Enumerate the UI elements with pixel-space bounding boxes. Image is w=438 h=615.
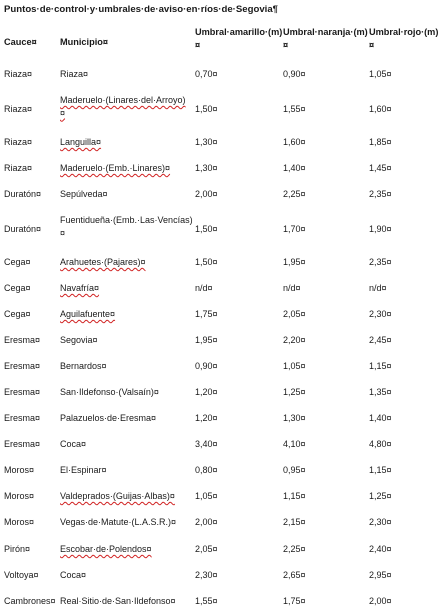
cauce-cell: Riaza¤ bbox=[4, 137, 33, 147]
umbral-rojo-cell: 1,15¤ bbox=[369, 361, 392, 371]
document-title: Puntos·de·control·y·umbrales·de·aviso·en·ríos·de·Segovia¶ bbox=[4, 4, 278, 15]
cauce-cell: Cega¤ bbox=[4, 309, 31, 319]
umbral-amarillo-cell: 1,50¤ bbox=[195, 224, 218, 234]
header-umbral-rojo: Umbral·rojo·(m)¤ bbox=[369, 27, 438, 50]
umbral-rojo-cell: 4,80¤ bbox=[369, 439, 392, 449]
umbral-rojo-cell: 1,05¤ bbox=[369, 69, 392, 79]
umbral-rojo-cell: n/d¤ bbox=[369, 283, 387, 293]
umbral-amarillo-cell: 1,50¤ bbox=[195, 257, 218, 267]
municipio-cell: Riaza¤ bbox=[60, 69, 89, 79]
municipio-cell: Languilla¤ bbox=[60, 137, 102, 147]
municipio-cell: Valdeprados·(Guijas·Albas)¤ bbox=[60, 491, 175, 501]
umbral-amarillo-cell: 2,05¤ bbox=[195, 544, 218, 554]
umbral-amarillo-cell: 1,75¤ bbox=[195, 309, 218, 319]
municipio-cell: Palazuelos·de·Eresma¤ bbox=[60, 413, 157, 423]
umbral-amarillo-cell: 1,55¤ bbox=[195, 596, 218, 606]
umbral-amarillo-cell: 2,30¤ bbox=[195, 570, 218, 580]
municipio-cell: Coca¤ bbox=[60, 439, 87, 449]
umbral-naranja-cell: 1,60¤ bbox=[283, 137, 306, 147]
municipio-cell: El·Espinar¤ bbox=[60, 465, 107, 475]
umbral-rojo-cell: 2,00¤ bbox=[369, 596, 392, 606]
header-umbral-amarillo: Umbral·amarillo·(m)¤ bbox=[195, 27, 283, 50]
cauce-cell: Eresma¤ bbox=[4, 361, 41, 371]
umbral-amarillo-cell: n/d¤ bbox=[195, 283, 213, 293]
cauce-cell: Pirón¤ bbox=[4, 544, 31, 554]
cauce-cell: Eresma¤ bbox=[4, 439, 41, 449]
umbral-rojo-cell: 1,15¤ bbox=[369, 465, 392, 475]
cauce-cell: Moros¤ bbox=[4, 491, 35, 501]
umbral-amarillo-cell: 1,30¤ bbox=[195, 137, 218, 147]
cauce-cell: Cambrones¤ bbox=[4, 596, 56, 606]
cauce-cell: Eresma¤ bbox=[4, 335, 41, 345]
header-cauce: Cauce¤ bbox=[4, 37, 37, 47]
umbral-rojo-cell: 2,95¤ bbox=[369, 570, 392, 580]
umbral-naranja-cell: 2,25¤ bbox=[283, 189, 306, 199]
umbral-rojo-cell: 1,90¤ bbox=[369, 224, 392, 234]
umbral-naranja-cell: 1,55¤ bbox=[283, 104, 306, 114]
municipio-cell: Arahuetes·(Pajares)¤ bbox=[60, 257, 146, 267]
municipio-cell: Maderuelo·(Emb.·Linares)¤ bbox=[60, 163, 171, 173]
umbral-naranja-cell: 2,15¤ bbox=[283, 517, 306, 527]
umbral-rojo-cell: 1,35¤ bbox=[369, 387, 392, 397]
cauce-cell: Cega¤ bbox=[4, 283, 31, 293]
municipio-cell: Maderuelo·(Linares·del·Arroyo)¤ bbox=[60, 95, 186, 118]
municipio-cell: Navafría¤ bbox=[60, 283, 100, 293]
municipio-cell: Segovia¤ bbox=[60, 335, 98, 345]
umbral-amarillo-cell: 1,50¤ bbox=[195, 104, 218, 114]
cauce-cell: Moros¤ bbox=[4, 517, 35, 527]
umbral-naranja-cell: 1,40¤ bbox=[283, 163, 306, 173]
cauce-cell: Eresma¤ bbox=[4, 413, 41, 423]
umbral-rojo-cell: 1,25¤ bbox=[369, 491, 392, 501]
umbral-rojo-cell: 1,40¤ bbox=[369, 413, 392, 423]
umbral-naranja-cell: 1,30¤ bbox=[283, 413, 306, 423]
municipio-cell: Bernardos¤ bbox=[60, 361, 107, 371]
umbral-amarillo-cell: 2,00¤ bbox=[195, 517, 218, 527]
umbral-rojo-cell: 1,45¤ bbox=[369, 163, 392, 173]
umbral-naranja-cell: 1,95¤ bbox=[283, 257, 306, 267]
umbral-rojo-cell: 2,40¤ bbox=[369, 544, 392, 554]
umbral-naranja-cell: n/d¤ bbox=[283, 283, 301, 293]
umbral-amarillo-cell: 1,95¤ bbox=[195, 335, 218, 345]
umbral-rojo-cell: 2,30¤ bbox=[369, 517, 392, 527]
umbral-rojo-cell: 2,30¤ bbox=[369, 309, 392, 319]
municipio-cell: San·Ildefonso·(Valsaín)¤ bbox=[60, 387, 159, 397]
umbral-naranja-cell: 1,70¤ bbox=[283, 224, 306, 234]
umbral-amarillo-cell: 0,90¤ bbox=[195, 361, 218, 371]
municipio-cell: Escobar·de·Polendos¤ bbox=[60, 544, 152, 554]
cauce-cell: Riaza¤ bbox=[4, 104, 33, 114]
municipio-cell: Real·Sitio·de·San·Ildefonso¤ bbox=[60, 596, 176, 606]
cauce-cell: Cega¤ bbox=[4, 257, 31, 267]
header-umbral-naranja: Umbral·naranja·(m)¤ bbox=[283, 27, 368, 50]
umbral-naranja-cell: 2,20¤ bbox=[283, 335, 306, 345]
municipio-cell: Coca¤ bbox=[60, 570, 87, 580]
cauce-cell: Riaza¤ bbox=[4, 69, 33, 79]
umbral-rojo-cell: 1,60¤ bbox=[369, 104, 392, 114]
umbral-naranja-cell: 1,25¤ bbox=[283, 387, 306, 397]
umbral-amarillo-cell: 2,00¤ bbox=[195, 189, 218, 199]
umbral-amarillo-cell: 0,70¤ bbox=[195, 69, 218, 79]
umbral-naranja-cell: 4,10¤ bbox=[283, 439, 306, 449]
municipio-cell: Aguilafuente¤ bbox=[60, 309, 116, 319]
umbral-naranja-cell: 1,05¤ bbox=[283, 361, 306, 371]
umbral-amarillo-cell: 1,30¤ bbox=[195, 163, 218, 173]
umbral-rojo-cell: 2,45¤ bbox=[369, 335, 392, 345]
umbral-amarillo-cell: 1,20¤ bbox=[195, 387, 218, 397]
umbral-naranja-cell: 2,05¤ bbox=[283, 309, 306, 319]
umbral-amarillo-cell: 3,40¤ bbox=[195, 439, 218, 449]
umbral-rojo-cell: 2,35¤ bbox=[369, 189, 392, 199]
umbral-rojo-cell: 2,35¤ bbox=[369, 257, 392, 267]
umbral-naranja-cell: 0,95¤ bbox=[283, 465, 306, 475]
umbral-naranja-cell: 1,75¤ bbox=[283, 596, 306, 606]
cauce-cell: Voltoya¤ bbox=[4, 570, 39, 580]
umbral-naranja-cell: 2,65¤ bbox=[283, 570, 306, 580]
umbral-amarillo-cell: 1,05¤ bbox=[195, 491, 218, 501]
cauce-cell: Moros¤ bbox=[4, 465, 35, 475]
cauce-cell: Duratón¤ bbox=[4, 189, 42, 199]
umbral-naranja-cell: 1,15¤ bbox=[283, 491, 306, 501]
cauce-cell: Eresma¤ bbox=[4, 387, 41, 397]
umbral-amarillo-cell: 1,20¤ bbox=[195, 413, 218, 423]
municipio-cell: Vegas·de·Matute·(L.A.S.R.)¤ bbox=[60, 517, 177, 527]
umbral-amarillo-cell: 0,80¤ bbox=[195, 465, 218, 475]
umbral-rojo-cell: 1,85¤ bbox=[369, 137, 392, 147]
umbral-naranja-cell: 2,25¤ bbox=[283, 544, 306, 554]
umbral-naranja-cell: 0,90¤ bbox=[283, 69, 306, 79]
municipio-cell: Sepúlveda¤ bbox=[60, 189, 108, 199]
cauce-cell: Duratón¤ bbox=[4, 224, 42, 234]
cauce-cell: Riaza¤ bbox=[4, 163, 33, 173]
header-municipio: Municipio¤ bbox=[60, 37, 108, 47]
municipio-cell: Fuentidueña·(Emb.·Las·Vencías)¤ bbox=[60, 215, 193, 238]
